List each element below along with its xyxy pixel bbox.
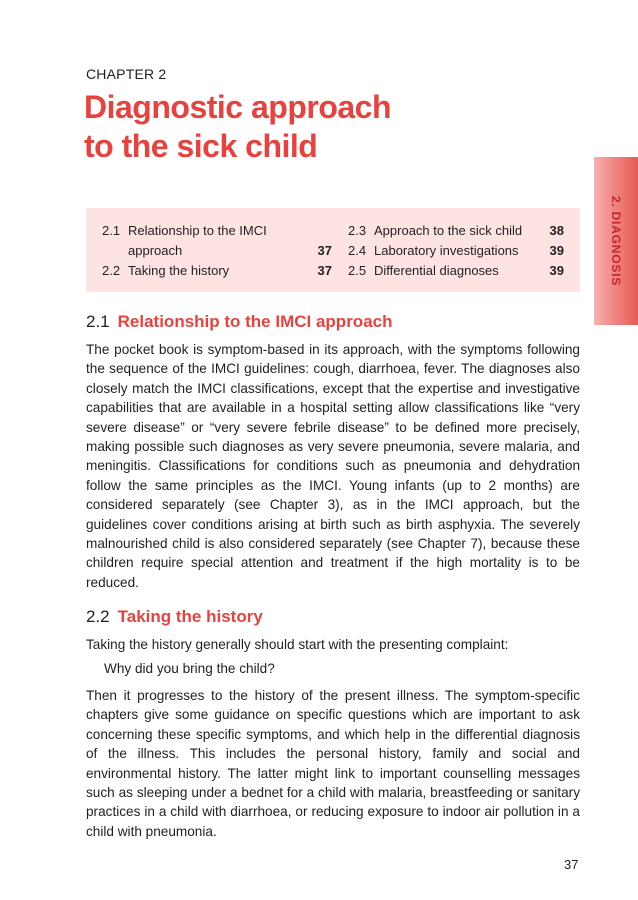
- toc-entry-page: 39: [549, 263, 564, 278]
- section-body-history: Then it progresses to the history of the present illness. The symptom-specific chapters give some guidance on specific questions which are important to ask concerning these specific symptoms, and which help in the differential diagnosis of the illness. This includes the personal history, family and social and environmental history. The latter might link to important counselling messages such as sleeping under a bednet for a child with malaria, breastfeeding or sanitary practices in a child with diarrhoea, or reducing exposure to indoor air pollution in a child with pneumonia.: [86, 688, 580, 839]
- toc-entry-page: 37: [317, 243, 332, 258]
- section-side-tab: [594, 157, 638, 325]
- toc-entry-number: 2.5: [348, 263, 367, 278]
- chapter-contents-box: [86, 208, 580, 292]
- toc-entry-number: 2.2: [102, 263, 121, 278]
- toc-entry[interactable]: [102, 221, 332, 241]
- chapter-label: CHAPTER 2: [86, 66, 167, 82]
- side-tab-label: 2. DIAGNOSIS: [609, 195, 623, 287]
- toc-entry-title: Differential diagnoses: [374, 263, 499, 278]
- toc-entry-title: approach: [128, 243, 183, 258]
- section-heading-history: [86, 607, 263, 627]
- section-body-imci: The pocket book is symptom-based in its approach, with the symptoms following the sequence of the IMCI guidelines: cough, diarrhoea, fever. The diagnoses also closely match the IMCI classifications, except that the expertise and investigative capabilities that are available in a hospital setting allow classifications like “very severe disease” or “very severe febrile disease” to be defined more precisely, making possible such diagnoses as very severe pneumonia, severe malaria, and meningitis. Classifications for conditions such as pneumonia and dehydration follow the same principles as the IMCI. Young infants (up to 2 months) are considered separately (see Chapter 3), as in the IMCI approach, but the guidelines cover conditions arising at birth such as birth asphyxia. The severely malnourished child is also considered separately (see Chapter 7), because these children require special attention and treatment if the high mortality is to be reduced.: [86, 342, 580, 590]
- chapter-title-line2: to the sick child: [84, 128, 318, 164]
- history-question: Why did you bring the child?: [104, 661, 275, 676]
- page-number: 37: [564, 857, 579, 872]
- section-number: 2.1: [86, 312, 110, 331]
- chapter-title: [84, 88, 391, 166]
- section-number: 2.2: [86, 607, 110, 626]
- toc-entry-title: Relationship to the IMCI: [128, 223, 267, 238]
- toc-column-right: [348, 221, 564, 281]
- toc-entry-number: 2.1: [102, 223, 121, 238]
- section-title: Relationship to the IMCI approach: [117, 312, 393, 331]
- toc-entry-page: 38: [549, 223, 564, 238]
- toc-entry-title: Taking the history: [128, 263, 230, 278]
- toc-entry-page: 37: [317, 263, 332, 278]
- toc-entry-number: 2.4: [348, 243, 367, 258]
- toc-column-left: [102, 221, 332, 281]
- toc-entry-title: Laboratory investigations: [374, 243, 519, 258]
- toc-entry[interactable]: [348, 221, 564, 241]
- toc-entry[interactable]: [348, 261, 564, 281]
- toc-entry-number: 2.3: [348, 223, 367, 238]
- toc-entry-page: 39: [549, 243, 564, 258]
- toc-entry-title: Approach to the sick child: [374, 223, 523, 238]
- section-heading-imci: [86, 312, 393, 332]
- toc-entry[interactable]: [102, 261, 332, 281]
- toc-entry-continuation[interactable]: [102, 241, 332, 261]
- section-title: Taking the history: [117, 607, 263, 626]
- toc-entry[interactable]: [348, 241, 564, 261]
- chapter-title-line1: Diagnostic approach: [84, 89, 391, 125]
- history-intro: Taking the history generally should start with the presenting complaint:: [86, 637, 509, 652]
